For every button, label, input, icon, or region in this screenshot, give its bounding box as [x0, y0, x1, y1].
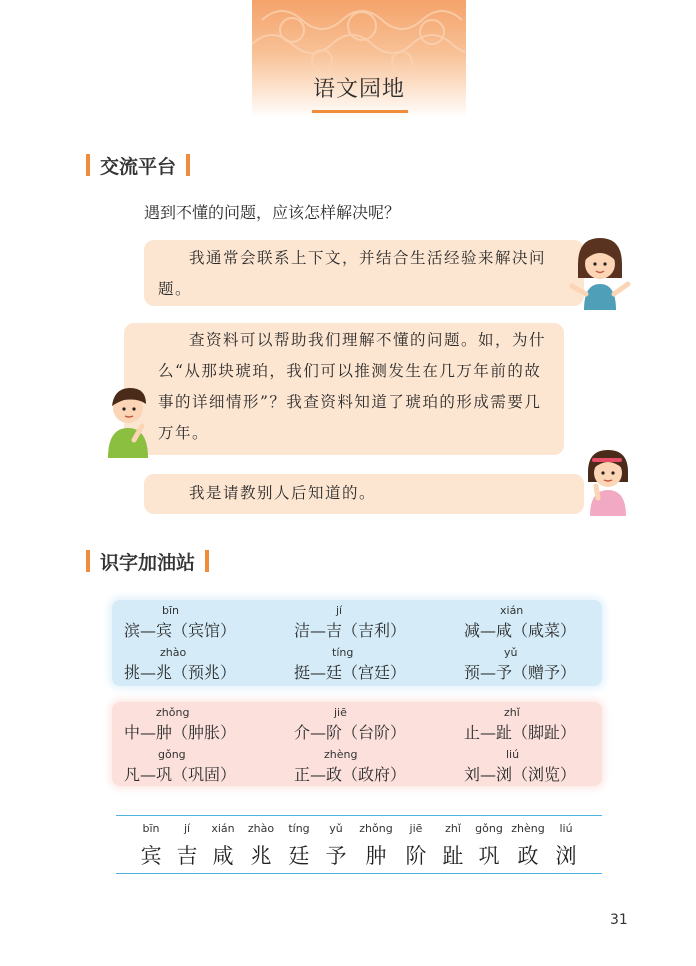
char-pinyin: zhào — [247, 822, 275, 835]
char-glyph: 咸 — [212, 844, 234, 868]
char-glyph: 吉 — [176, 844, 198, 868]
section-heading-literacy — [86, 548, 209, 574]
char-item — [433, 822, 473, 870]
bubble-text: 我通常会联系上下文，并结合生活经验来解决问题。 — [158, 249, 547, 298]
char-glyph: 浏 — [555, 844, 577, 868]
speech-bubble-1 — [144, 240, 584, 306]
boy-illustration — [104, 384, 156, 458]
char-item — [469, 822, 509, 870]
char-item — [131, 822, 171, 870]
pinyin: zhǐ — [504, 706, 520, 719]
char-pinyin: yǔ — [329, 822, 343, 835]
pinyin: zhèng — [324, 748, 358, 761]
char-pinyin: gǒng — [475, 822, 503, 835]
char-pair-text: 止—趾（脚趾） — [464, 723, 577, 742]
pinyin: jiē — [334, 706, 347, 719]
girl-illustration-2 — [578, 446, 636, 516]
speech-bubble-2 — [124, 323, 564, 455]
char-glyph: 趾 — [442, 844, 464, 868]
char-item — [546, 822, 586, 870]
char-pinyin: bīn — [142, 822, 160, 835]
char-pair-text: 凡—巩（巩固） — [124, 765, 237, 784]
char-glyph: 巩 — [478, 844, 500, 868]
char-item — [203, 822, 243, 870]
pinyin: bīn — [162, 604, 180, 617]
char-item — [316, 822, 356, 870]
pinyin: zhǒng — [156, 706, 190, 719]
char-pinyin: tíng — [288, 822, 310, 835]
char-item — [508, 822, 548, 870]
pinyin: xián — [500, 604, 524, 617]
section-heading-label: 交流平台 — [100, 155, 177, 178]
section-heading-label: 识字加油站 — [100, 551, 196, 574]
pinyin: zhào — [160, 646, 187, 659]
char-pinyin: jiē — [409, 822, 423, 835]
heading-bar-left — [86, 154, 90, 176]
char-item — [396, 822, 436, 870]
char-pair-text: 挺—廷（宫廷） — [294, 663, 407, 682]
char-pair-text: 正—政（政府） — [294, 765, 407, 784]
char-pair-text: 中—肿（肿胀） — [124, 723, 237, 742]
char-pair-text: 刘—浏（浏览） — [464, 765, 577, 784]
character-panel-blue — [112, 600, 602, 686]
char-pinyin: zhèng — [511, 822, 545, 835]
char-item — [167, 822, 207, 870]
heading-bar-right — [205, 550, 209, 572]
bubble-text: 我是请教别人后知道的。 — [189, 484, 377, 502]
title-underline — [312, 110, 408, 113]
heading-bar-right — [186, 154, 190, 176]
char-item — [279, 822, 319, 870]
pinyin: liú — [506, 748, 520, 761]
char-pair-text: 洁—吉（吉利） — [294, 621, 407, 640]
page-number: 31 — [610, 912, 628, 928]
char-pinyin: zhǒng — [359, 822, 393, 835]
char-pinyin: xián — [211, 822, 235, 835]
char-pair-text: 滨—宾（宾馆） — [124, 621, 237, 640]
pinyin: gǒng — [158, 748, 186, 761]
strip-rule-top — [116, 815, 602, 816]
char-pair-text: 预—予（赠予） — [464, 663, 577, 682]
bubble-text: 查资料可以帮助我们理解不懂的问题。如，为什么“从那块琥珀，我们可以推测发生在几万年前的故事的详细情形”？我查资料知道了琥珀的形成需要几万年。 — [158, 331, 547, 442]
char-glyph: 阶 — [405, 844, 427, 868]
section-heading-exchange — [86, 152, 190, 178]
girl-illustration-1 — [566, 234, 632, 310]
heading-bar-left — [86, 550, 90, 572]
char-item — [356, 822, 396, 870]
char-pinyin: jí — [183, 822, 191, 835]
char-glyph: 兆 — [250, 844, 272, 868]
discussion-question: 遇到不懂的问题，应该怎样解决呢？ — [144, 203, 401, 222]
char-glyph: 予 — [325, 844, 347, 868]
pinyin: yǔ — [504, 646, 518, 659]
char-pair-text: 介—阶（台阶） — [294, 723, 407, 742]
character-panel-pink — [112, 702, 602, 786]
char-glyph: 廷 — [288, 844, 310, 868]
char-pair-text: 减—咸（咸菜） — [464, 621, 577, 640]
char-pair-text: 挑—兆（预兆） — [124, 663, 237, 682]
pinyin: jí — [336, 604, 343, 617]
page-title: 语文园地 — [312, 77, 405, 102]
char-item — [241, 822, 281, 870]
speech-bubble-3 — [144, 474, 584, 514]
char-glyph: 肿 — [365, 844, 387, 868]
char-pinyin: liú — [559, 822, 573, 835]
char-pinyin: zhǐ — [445, 822, 461, 835]
pinyin: tíng — [332, 646, 354, 659]
strip-rule-bottom — [116, 873, 602, 874]
char-glyph: 政 — [517, 844, 539, 868]
char-glyph: 宾 — [140, 844, 162, 868]
